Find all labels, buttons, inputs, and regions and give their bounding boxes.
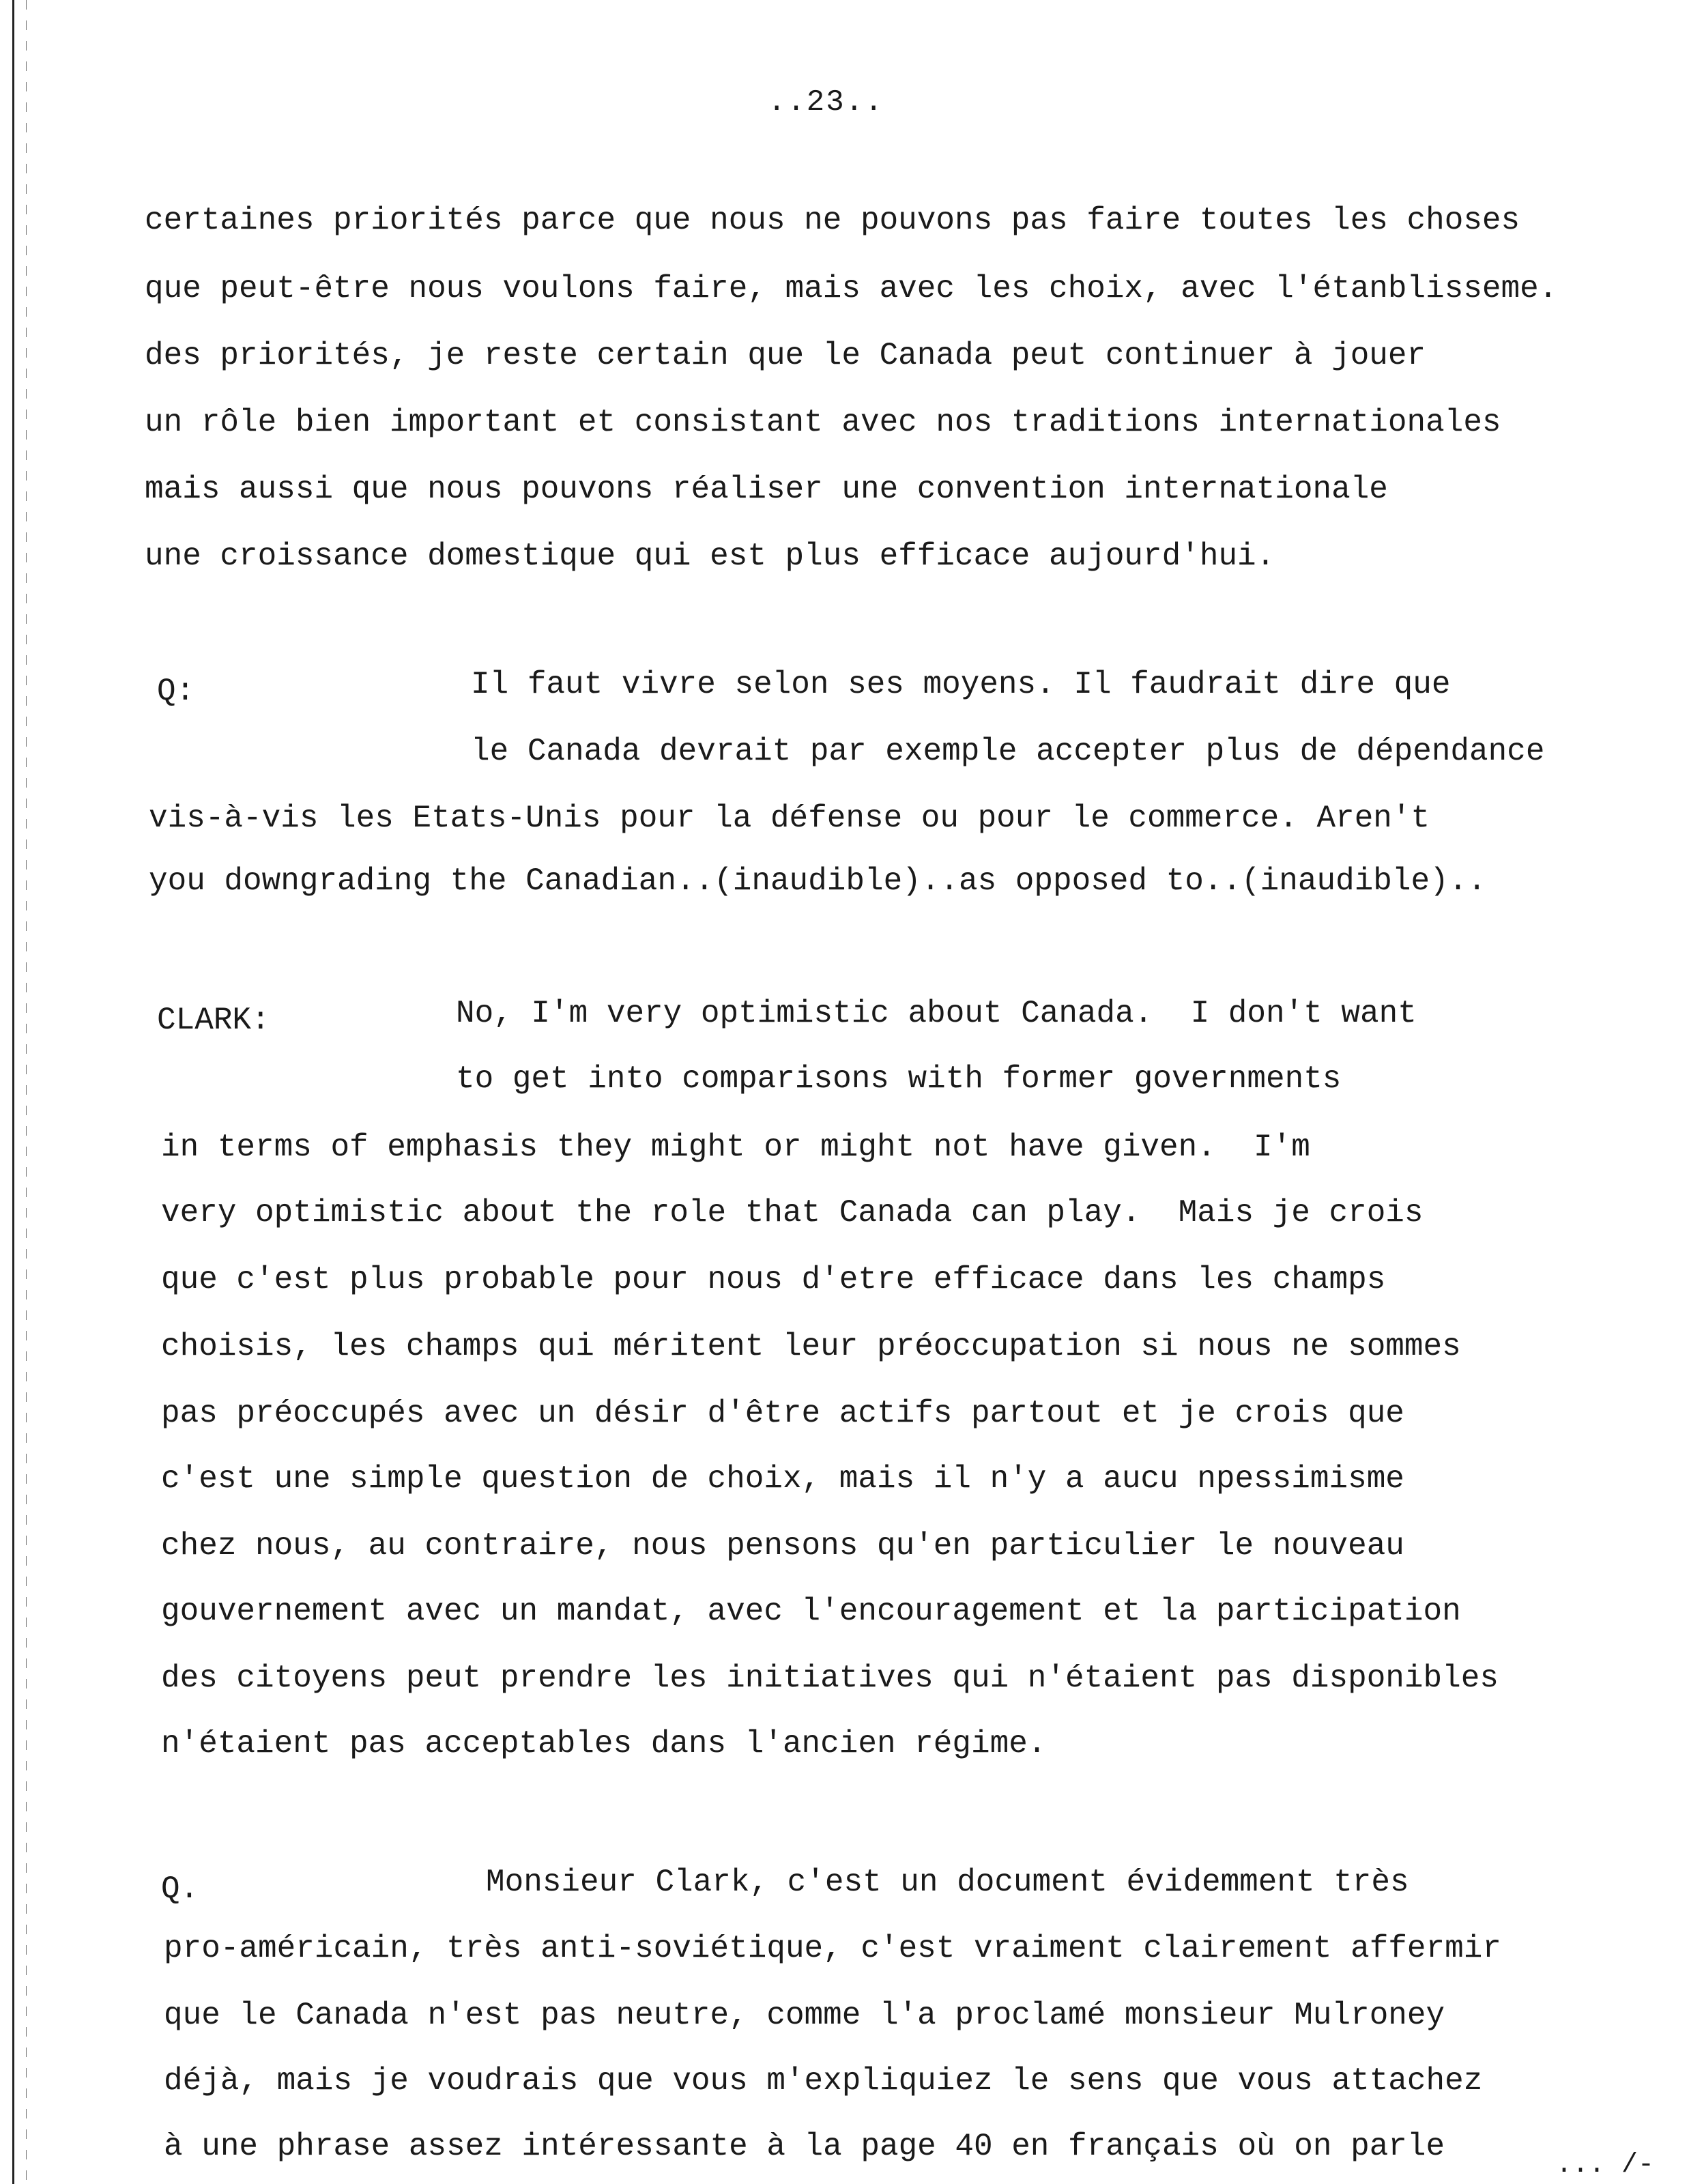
text-line: n'étaient pas acceptables dans l'ancien régime. — [161, 1726, 1047, 1762]
text-line: you downgrading the Canadian..(inaudible)..as opposed to..(inaudible).. — [149, 863, 1486, 899]
text-line: que peut-être nous voulons faire, mais avec les choix, avec l'étanblisseme. — [145, 271, 1558, 306]
text-line: pro-américain, très anti-soviétique, c'est vraiment clairement affermir — [164, 1931, 1501, 1966]
text-line: choisis, les champs qui méritent leur préoccupation si nous ne sommes — [161, 1329, 1461, 1364]
binding-edge — [12, 0, 14, 2184]
text-line: gouvernement avec un mandat, avec l'encouragement et la participation — [161, 1594, 1461, 1629]
page-number: ..23.. — [768, 85, 884, 119]
text-line: vis-à-vis les Etats-Unis pour la défense ou pour le commerce. Aren't — [149, 801, 1430, 836]
text-line: Monsieur Clark, c'est un document évidemment très — [486, 1865, 1409, 1900]
continuation-mark: ... /- — [1556, 2150, 1655, 2181]
text-line: very optimistic about the role that Canada can play. Mais je crois — [161, 1195, 1424, 1231]
text-line: à une phrase assez intéressante à la page 40 en français où on parle — [164, 2129, 1445, 2164]
text-line: mais aussi que nous pouvons réaliser une convention internationale — [145, 472, 1388, 507]
text-line: des priorités, je reste certain que le Canada peut continuer à jouer — [145, 338, 1426, 373]
binding-edge-dashes — [26, 0, 27, 2184]
speaker-label: CLARK: — [157, 1003, 270, 1038]
speaker-label: Q. — [161, 1871, 199, 1907]
text-line: c'est une simple question de choix, mais il n'y a aucu npessimisme — [161, 1461, 1404, 1497]
text-line: que le Canada n'est pas neutre, comme l'a proclamé monsieur Mulroney — [164, 1998, 1445, 2033]
text-line: to get into comparisons with former governments — [456, 1061, 1342, 1097]
text-line: No, I'm very optimistic about Canada. I don't want — [456, 996, 1417, 1031]
text-line: un rôle bien important et consistant avec nos traditions internationales — [145, 405, 1501, 440]
text-line: certaines priorités parce que nous ne pouvons pas faire toutes les choses — [145, 203, 1520, 238]
text-line: déjà, mais je voudrais que vous m'expliquiez le sens que vous attachez — [164, 2063, 1483, 2099]
text-line: in terms of emphasis they might or might not have given. I'm — [161, 1130, 1310, 1165]
text-line: des citoyens peut prendre les initiatives qui n'étaient pas disponibles — [161, 1661, 1499, 1696]
text-line: une croissance domestique qui est plus efficace aujourd'hui. — [145, 538, 1275, 574]
text-line: le Canada devrait par exemple accepter plus de dépendance — [471, 734, 1545, 769]
speaker-label: Q: — [157, 674, 195, 709]
text-line: que c'est plus probable pour nous d'etre efficace dans les champs — [161, 1262, 1386, 1297]
text-line: Il faut vivre selon ses moyens. Il faudrait dire que — [471, 667, 1451, 702]
text-line: pas préoccupés avec un désir d'être actifs partout et je crois que — [161, 1396, 1404, 1431]
text-line: chez nous, au contraire, nous pensons qu'en particulier le nouveau — [161, 1528, 1404, 1564]
